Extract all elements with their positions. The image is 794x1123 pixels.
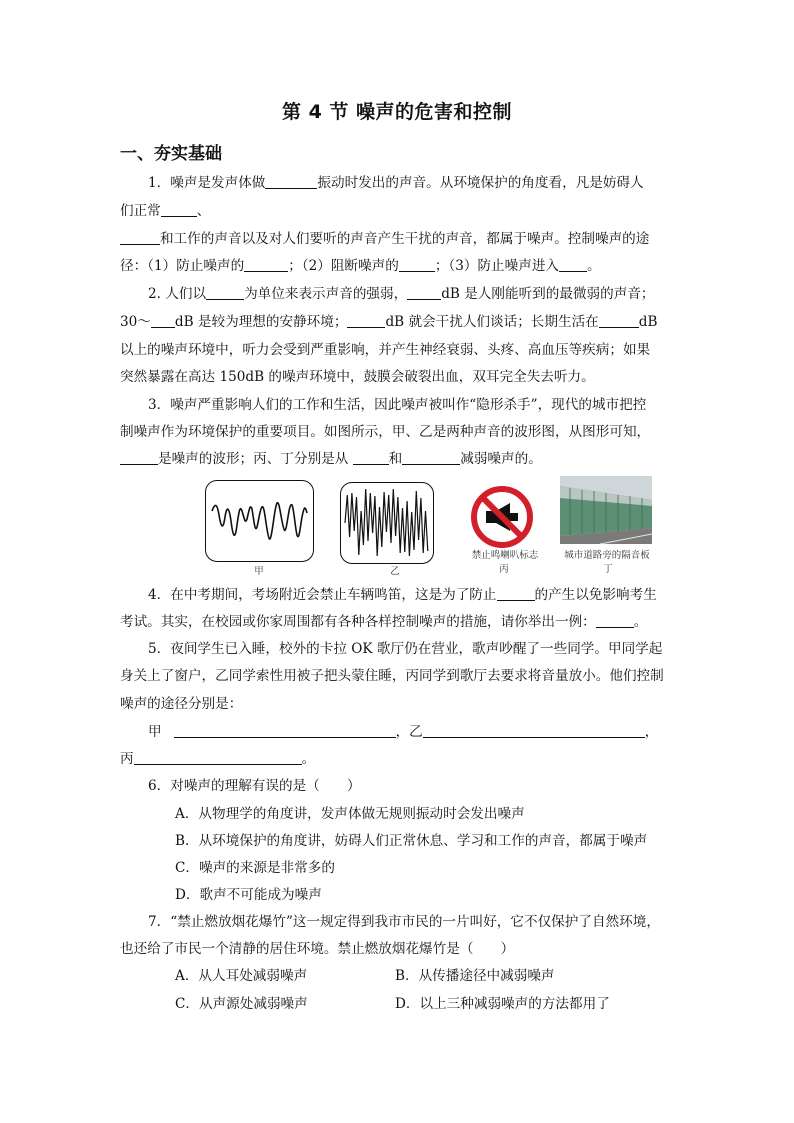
blank[interactable] — [174, 723, 396, 738]
blank[interactable] — [161, 202, 197, 217]
q2-line-3: 以上的噪声环境中，听力会受到严重影响，并产生神经衰弱、头疼、高血压等疾病；如果 — [120, 342, 651, 358]
q7-line-1: 7．“禁止燃放烟花爆竹”这一规定得到我市市民的一片叫好，它不仅保护了自然环境， — [148, 914, 660, 930]
q6-stem: 6．对噪声的理解有误的是（ ） — [148, 778, 361, 794]
blank[interactable] — [497, 586, 535, 601]
blank[interactable] — [423, 723, 645, 738]
q6-option-d[interactable]: D．歌声不可能成为噪声 — [175, 887, 322, 903]
figure-label-bing: 丙 — [499, 564, 509, 575]
sound-barrier-photo — [560, 476, 652, 544]
q7-line-2: 也还给了市民一个清静的居住环境。禁止燃放烟花爆竹是（ ） — [120, 941, 515, 957]
q4-line-2: 考试。其实，在校园或你家周围都有各种各样控制噪声的措施，请你举出一例： 。 — [120, 614, 648, 630]
q7-option-a[interactable]: A．从人耳处减弱噪声 — [175, 968, 308, 984]
q5-line-1: 5．夜间学生已入睡，校外的卡拉 OK 歌厅仍在营业，歌声吵醒了一些同学。甲同学起 — [148, 641, 663, 657]
q5-line-2: 身关上了窗户，乙同学索性用被子把头蒙住睡，丙同学到歌厅去要求将音量放小。他们控制 — [120, 668, 664, 684]
q6-option-b[interactable]: B．从环境保护的角度讲，妨碍人们正常休息、学习和工作的声音，都属于噪声 — [175, 833, 648, 849]
blank[interactable] — [206, 285, 244, 300]
figure-label-jia: 甲 — [254, 566, 264, 577]
q2-line-2: 30～ dB 是较为理想的安静环境； dB 就会干扰人们谈话；长期生活在 dB — [120, 314, 658, 330]
blank[interactable] — [265, 174, 317, 189]
q3-line-2: 制噪声作为环境保护的重要项目。如图所示，甲、乙是两种声音的波形图，从图形可知， — [120, 424, 651, 440]
blank[interactable] — [347, 313, 385, 328]
page-title: 第 4 节 噪声的危害和控制 — [281, 101, 513, 123]
q2-line-4: 突然暴露在高达 150dB 的噪声环境中，鼓膜会破裂出血，双耳完全失去听力。 — [120, 369, 595, 385]
q7-option-b[interactable]: B．从传播途径中减弱噪声 — [395, 968, 555, 984]
figure-label-ding: 丁 — [603, 564, 613, 575]
sound-barrier-image — [560, 476, 652, 544]
q1-line-4: 径：（1）防止噪声的 ；（2）阻断噪声的 ；（3）防止噪声进入 。 — [120, 258, 601, 274]
q6-option-c[interactable]: C．噪声的来源是非常多的 — [175, 860, 335, 876]
waveform-yi-box — [340, 482, 434, 564]
q5-line-3: 噪声的途径分别是： — [120, 696, 243, 712]
q4-line-1: 4．在中考期间，考场附近会禁止车辆鸣笛，这是为了防止 的产生以免影响考生 — [148, 587, 657, 603]
blank[interactable] — [596, 613, 634, 628]
waveform-jia-box — [205, 480, 314, 562]
caption-no-honking: 禁止鸣喇叭标志 — [471, 550, 539, 561]
blank[interactable] — [244, 257, 288, 272]
section-heading: 一、夯实基础 — [120, 144, 222, 164]
blank[interactable] — [599, 313, 639, 328]
no-honking-sign — [470, 485, 534, 549]
blank[interactable] — [134, 750, 302, 765]
dense-waveform — [341, 483, 433, 563]
q1-line-1: 1．噪声是发声体做 振动时发出的声音。从环境保护的角度看，凡是妨碍人 — [148, 175, 644, 191]
q5-answer-line-2: 丙 。 — [120, 751, 316, 767]
q7-option-c[interactable]: C．从声源处减弱噪声 — [175, 996, 308, 1012]
blank[interactable] — [402, 450, 460, 465]
no-horn-icon — [470, 485, 534, 549]
q7-option-d[interactable]: D．以上三种减弱噪声的方法都用了 — [395, 996, 610, 1012]
blank[interactable] — [353, 450, 389, 465]
q1-line-3: 和工作的声音以及对人们要听的声音产生干扰的声音，都属于噪声。控制噪声的途 — [120, 229, 649, 249]
irregular-waveform — [206, 481, 313, 561]
blank[interactable] — [120, 230, 160, 245]
blank[interactable] — [399, 257, 435, 272]
q3-line-3: 是噪声的波形；丙、丁分别是从 和 减弱噪声的。 — [120, 449, 542, 469]
caption-sound-barrier: 城市道路旁的隔音板 — [564, 550, 650, 561]
figure-label-yi: 乙 — [390, 566, 400, 577]
blank[interactable] — [559, 257, 587, 272]
blank[interactable] — [407, 285, 441, 300]
q1-line-2: 们正常 、 — [120, 203, 211, 219]
q2-line-1: 2. 人们以 为单位来表示声音的强弱， dB 是人刚能听到的最微弱的声音； — [148, 286, 655, 302]
blank[interactable] — [120, 450, 158, 465]
q5-answer-line-1: 甲 ，乙 ， — [148, 724, 659, 740]
blank[interactable] — [151, 313, 175, 328]
q6-option-a[interactable]: A．从物理学的角度讲，发声体做无规则振动时会发出噪声 — [175, 806, 525, 822]
q3-line-1: 3．噪声严重影响人们的工作和生活，因此噪声被叫作“隐形杀手”，现代的城市把控 — [148, 397, 647, 413]
